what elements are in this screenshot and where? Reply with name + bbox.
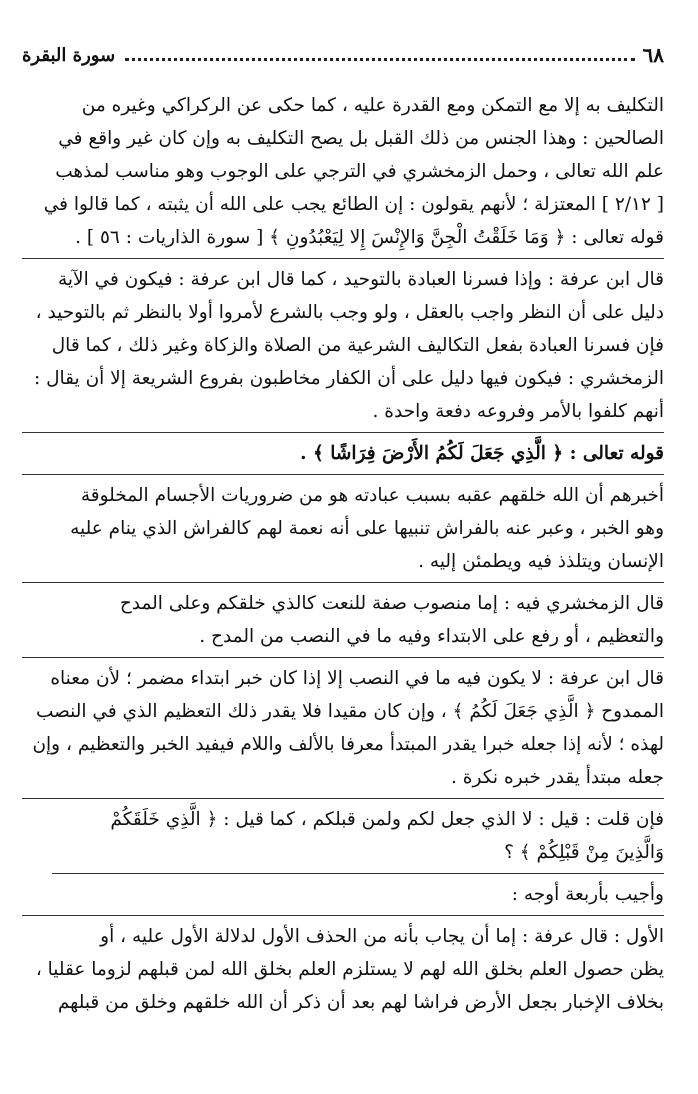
text-line: والتعظيم ، أو رفع على الابتداء وفيه ما في النصب من المدح . [199, 626, 664, 647]
text-line: الإنسان ويتلذذ فيه ويطمئن إليه . [418, 551, 664, 572]
paragraph-5 [22, 587, 664, 653]
paragraph-2 [22, 263, 664, 428]
paragraph-4 [22, 479, 664, 578]
divider [22, 474, 664, 475]
page-content [22, 86, 664, 1019]
text-line: التكليف به إلا مع التمكن ومع القدرة عليه ، كما حكى عن الركراكي وغيره من [81, 95, 664, 116]
text-line: لهذه ؛ لأنه إذا جعله خبرا يقدر المبتدأ معرفا بالألف واللام فيفيد الخبر والتعظيم ، وإن [32, 734, 664, 755]
text-line: فإن فسرنا العبادة بفعل التكاليف الشرعية من الصلاة والزكاة وغير ذلك ، كما قال [51, 335, 664, 356]
text-line: وَالَّذِينَ مِنْ قَبْلِكُمْ ﴾ ؟ [504, 842, 664, 863]
paragraph-9 [22, 920, 664, 1019]
text-line: دليل على أن النظر واجب بالعقل ، ولو وجب بالشرع لأمروا أولا بالنظر ثم بالتوحيد ، [35, 302, 664, 323]
text-line: الزمخشري : فيكون فيها دليل على أن الكفار مخاطبون بفروع الشريعة إلا أن يقال : [33, 368, 664, 389]
divider [22, 258, 664, 259]
text-line: جعله مبتدأ يقدر خبره نكرة . [451, 767, 664, 788]
text-line: أخبرهم أن الله خلقهم عقبه بسبب عبادته هو من ضروريات الأجسام المخلوقة [80, 485, 664, 506]
paragraph-3 [22, 437, 664, 470]
paragraph-6 [22, 662, 664, 794]
divider [52, 873, 664, 874]
paragraph-8 [22, 878, 664, 911]
paragraph-7 [22, 803, 664, 869]
divider [22, 582, 664, 583]
text-line: وأجيب بأربعة أوجه : [511, 884, 664, 905]
text-line: يظن حصول العلم بخلق الله لهم لا يستلزم العلم بخلق الله لمن قبلهم لزوما عقليا ، [35, 959, 664, 980]
page-header [22, 40, 664, 70]
header-dotted-leader [125, 58, 634, 61]
quran-verse-line: قوله تعالى : ﴿ الَّذِي جَعَلَ لَكُمُ الأَرْضَ فِرَاشًا ﴾ . [300, 443, 664, 464]
divider [22, 432, 664, 433]
text-line: علم الله تعالى ، وحمل الزمخشري في الترجي على الوجوب وهو مناسب لمذهب [55, 161, 664, 182]
divider [22, 798, 664, 799]
text-line: بخلاف الإخبار بجعل الأرض فراشا لهم بعد أن ذكر أن الله خلقهم وخلق من قبلهم [57, 992, 664, 1013]
text-line: فإن قلت : قيل : لا الذي جعل لكم ولمن قبلكم ، كما قيل : ﴿ الَّذِي خَلَقَكُمْ [110, 809, 664, 830]
divider [22, 657, 664, 658]
text-line: الصالحين : وهذا الجنس من ذلك القبل بل يصح التكليف به وإن كان غير واقع في [58, 128, 664, 149]
text-line: الأول : قال عرفة : إما أن يجاب بأنه من الحذف الأول لدلالة الأول عليه ، أو [100, 926, 664, 947]
divider [22, 915, 664, 916]
text-line: وهو الخبر ، وعبر عنه بالفراش تنبيها على أنه نعمة لهم كالفراش الذي ينام عليه [70, 518, 664, 539]
text-line: قال ابن عرفة : وإذا فسرنا العبادة بالتوحيد ، كما قال ابن عرفة : فيكون في الآية [57, 269, 664, 290]
text-line: قال الزمخشري فيه : إما منصوب صفة للنعت كالذي خلقكم وعلى المدح [119, 593, 664, 614]
text-line: قوله تعالى : ﴿ وَمَا خَلَقْتُ الْجِنَّ وَالإِنْسَ إِلا لِيَعْبُدُونِ ﴾ [ سورة الذاريات : ٥٦ ] . [75, 227, 664, 248]
paragraph-1 [22, 89, 664, 254]
page-number: ٦٨ [642, 43, 664, 67]
text-line: أنهم كلفوا بالأمر وفروعه دفعة واحدة . [372, 401, 664, 422]
text-line: [ ٢/١٢ ] المعتزلة ؛ لأنهم يقولون : إن الطائع يجب على الله أن يثبته ، كما قالوا في [43, 194, 664, 215]
text-line: الممدوح ﴿ الَّذِي جَعَلَ لَكُمُ ﴾ ، وإن كان مقيدا فلا يقدر ذلك التعظيم الذي في النصب [35, 701, 664, 722]
text-line: قال ابن عرفة : لا يكون فيه ما في النصب إلا إذا كان خبر ابتداء مضمر ؛ لأن معناه [50, 668, 664, 689]
surah-title: سورة البقرة [22, 44, 116, 66]
